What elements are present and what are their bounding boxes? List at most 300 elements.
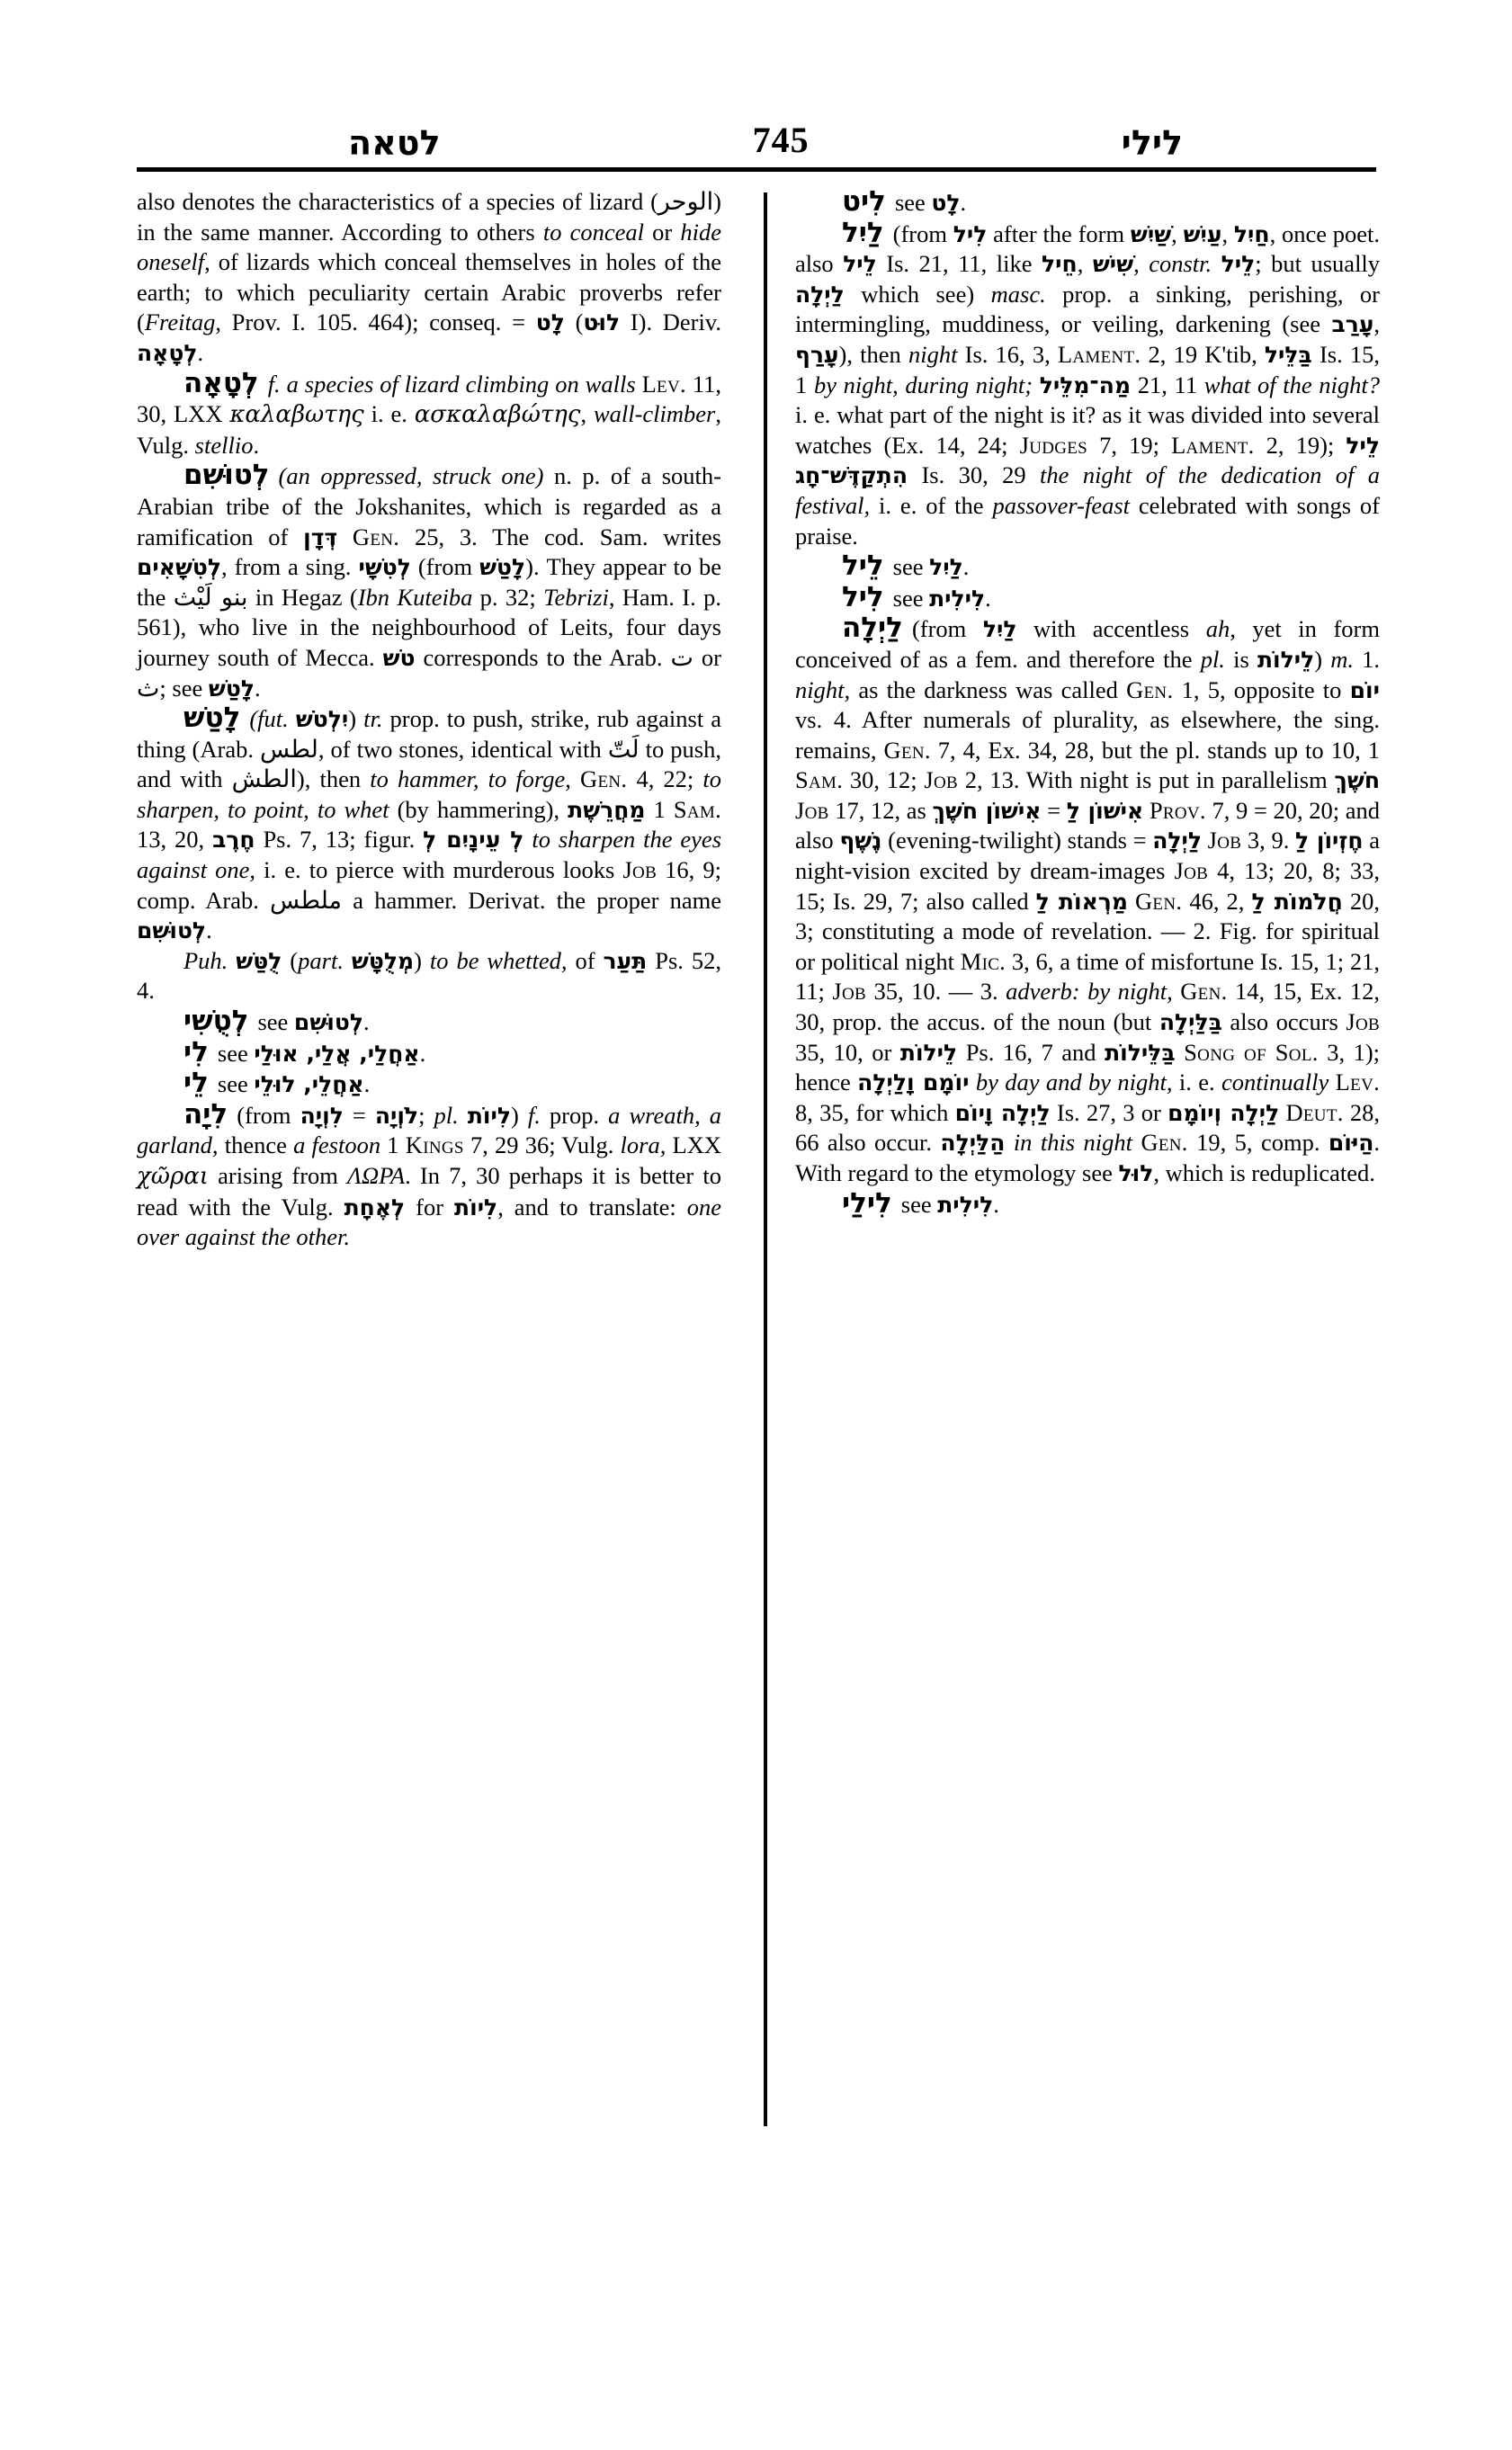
text-run-roman: Is. 16, 3, — [957, 340, 1058, 368]
text-run-hebrew: לַיְלָה וְיוֹמָם — [1168, 1099, 1280, 1126]
text-run-arabic: لطس — [260, 735, 318, 764]
text-run-roman: i. e. of the — [870, 491, 993, 519]
entry-lemma: לְטָאָה — [183, 366, 259, 399]
text-run-smallcaps: Gen. — [1135, 887, 1183, 915]
text-run-roman: 8, 35, for which — [795, 1098, 955, 1126]
text-run-hebrew: הַלַּיְלָה — [940, 1130, 1006, 1157]
text-run-roman: i. e. — [363, 400, 415, 428]
text-run-smallcaps: Lament. — [1057, 340, 1141, 368]
entry-leyl — [795, 551, 1380, 583]
text-run-roman: also denotes the characteristics of a species of lizard ( — [137, 188, 658, 215]
text-run-italic: one over against the other. — [137, 1193, 722, 1251]
text-run-hebrew: לַיְלָה וָיוֹם — [954, 1099, 1051, 1126]
text-run-roman: (from — [237, 1101, 300, 1129]
text-run-hebrew: לִיל — [953, 220, 988, 247]
text-run-hebrew: אִישׁוֹן חֹשֶׁךְ — [932, 797, 1042, 824]
text-run-smallcaps: Gen. — [883, 736, 931, 764]
text-body — [137, 187, 1380, 2328]
text-run-roman: (evening-twilight) stands = — [881, 827, 1153, 854]
text-run-italic: by night, during night; — [813, 371, 1033, 398]
text-run-hebrew: לֵילוֹת — [1257, 646, 1315, 673]
text-run-roman: see — [892, 553, 930, 581]
text-run-roman: celebrated with songs of praise. — [795, 491, 1380, 550]
text-run-roman: , Vulg. — [137, 400, 721, 459]
text-run-roman — [1173, 978, 1181, 1005]
text-run-roman: , once poet. also — [795, 219, 1381, 278]
text-run-italic: constr. — [1149, 250, 1212, 278]
text-run-roman — [1005, 1129, 1013, 1156]
text-run-roman: or — [644, 218, 681, 246]
text-run-roman: = — [1041, 796, 1067, 824]
text-run-roman: ) — [511, 1101, 528, 1129]
text-run-hebrew: בַּלֵּילוֹת — [1105, 1039, 1176, 1066]
right-column — [795, 187, 1380, 1220]
text-run-hebrew: מַחֲרֵשֶׁת — [568, 796, 646, 823]
text-run-arabic: بنو لَيْث — [173, 583, 248, 612]
text-run-italic: the night of the dedication of a festival, — [795, 461, 1381, 519]
text-run-roman: or — [693, 643, 721, 671]
text-run-roman — [1202, 827, 1208, 854]
entry-layil — [795, 216, 1381, 552]
text-run-roman: ) — [348, 705, 364, 733]
entry-lil — [795, 580, 1380, 614]
text-run-roman: 14, 15, Ex. 12, 30, prop. the accus. of the noun (but — [795, 978, 1381, 1036]
text-run-roman: 35, 10. — 3. — [866, 978, 1007, 1006]
header-right-catchword: לילי — [1121, 123, 1183, 163]
text-run-smallcaps: Song of Sol. — [1184, 1038, 1319, 1066]
text-run-roman: 3, 9. — [1241, 827, 1296, 854]
text-run-roman: ; but usually — [1255, 250, 1381, 278]
text-run-smallcaps: Sam. — [795, 766, 844, 794]
text-run-hebrew: לֵיל הִתְקַדֶּשׁ־חָג — [795, 432, 1380, 489]
text-run-roman — [523, 826, 532, 853]
text-run-roman: 21, 11 — [1131, 371, 1204, 398]
text-run-hebrew: לְטָאָה — [137, 339, 198, 366]
text-run-italic: m. — [1330, 645, 1354, 673]
text-run-italic: in this night — [1013, 1129, 1133, 1157]
text-run-hebrew: לֵילוֹת — [899, 1039, 958, 1066]
text-run-roman: , — [1077, 250, 1093, 278]
text-run-roman: . — [363, 1070, 371, 1098]
text-run-hebrew: שַׁיִשׁ — [1130, 220, 1172, 247]
text-run-hebrew: לָט — [535, 309, 565, 336]
text-run-hebrew: נֶשֶׁף — [839, 827, 882, 854]
text-run-roman: p. 32; — [472, 583, 544, 611]
text-run-roman — [1212, 250, 1221, 277]
text-run-smallcaps: Sam. — [673, 795, 721, 823]
text-run-arabic: ت — [670, 643, 693, 672]
entry-latash — [137, 703, 721, 946]
text-run-roman: corresponds to the Arab. — [415, 643, 671, 671]
text-run-roman: 25, 3. The cod. Sam. writes — [399, 523, 721, 550]
text-run-roman: is — [1224, 645, 1257, 673]
text-run-italic: (fut. — [249, 705, 296, 733]
text-run-hebrew: לְ עֵינָיִם לְ — [423, 827, 524, 854]
text-run-smallcaps: Job — [832, 978, 866, 1006]
text-run-roman: ). They appear to be the — [137, 553, 722, 611]
text-run-roman: I). Deriv. — [620, 308, 722, 336]
text-run-roman: 1. — [1353, 645, 1381, 673]
text-run-italic: ΛΩΡΑ — [347, 1162, 406, 1189]
entry-lemma: לָטַשׁ — [183, 702, 241, 735]
text-run-roman: with accentless — [1016, 615, 1206, 643]
left-column — [137, 187, 721, 1253]
text-run-hebrew: לַיִל — [929, 554, 963, 581]
text-run-roman: ) in the same manner. According to others — [137, 188, 721, 246]
text-run-smallcaps: Lev. — [1335, 1069, 1381, 1096]
text-run-hebrew: לִוְיָה — [300, 1102, 344, 1129]
text-run-hebrew: יוֹמָם וָלַיְלָה — [857, 1069, 970, 1096]
text-run-italic: f. — [527, 1101, 541, 1129]
entry-lemma: לֵי — [183, 1067, 209, 1100]
text-run-hebrew: טשׁ — [382, 644, 416, 671]
text-run-roman: 4, 22; — [627, 765, 703, 793]
text-run-smallcaps: Lev. — [641, 370, 686, 398]
text-run-roman: prop. — [540, 1101, 609, 1129]
text-run-roman: of — [567, 946, 604, 974]
entry-lilai — [795, 1186, 1380, 1221]
text-run-roman: 28, 66 also occur. — [795, 1098, 1381, 1157]
text-run-roman: 1 — [380, 1131, 406, 1159]
text-run-roman: 7, 19; — [1087, 431, 1172, 459]
text-run-roman: to push, and with — [137, 735, 721, 793]
text-run-roman: 1 — [645, 795, 674, 823]
text-run-roman — [344, 947, 352, 974]
entry-laylah — [795, 613, 1380, 1188]
text-run-roman: ; see — [159, 674, 209, 702]
entry-letaah — [137, 366, 721, 461]
entry-letushim — [137, 460, 721, 703]
text-run-italic: tr. — [363, 705, 383, 733]
text-run-roman: ), then — [296, 765, 371, 793]
text-run-roman: 7, 4, Ex. 34, 28, but the pl. stands up to 10, 1 — [930, 736, 1380, 764]
text-run-roman: , of lizards which conceal themselves in holes of the earth; to which peculiarity certain Arabic proverbs refer ( — [137, 248, 721, 336]
text-run-roman: yet in form conceived of as a fem. and therefore the — [795, 615, 1380, 673]
entry-lemma: לֵיל — [842, 550, 884, 583]
text-run-hebrew: לֻטַּשׁ — [236, 947, 282, 974]
text-run-hebrew: אַחֲלֵי, לוּלֵי — [254, 1071, 364, 1098]
text-run-roman: 19, 5, comp. — [1187, 1129, 1329, 1157]
text-run-hebrew: יִלְטֹשׁ — [295, 706, 349, 733]
text-run-roman: 2, 19); — [1254, 431, 1346, 459]
text-run-roman: (by hammering), — [389, 795, 568, 823]
text-run-italic: Ibn Kuteiba — [357, 583, 473, 611]
text-run-roman: which see) — [844, 280, 991, 308]
text-run-italic: Freitag — [144, 308, 216, 336]
text-run-roman: Ps. 52, 4. — [137, 946, 721, 1005]
text-run-roman: 7, 9 = 20, 20; and also — [795, 796, 1381, 854]
text-run-smallcaps: Job — [1346, 1008, 1381, 1036]
text-run-hebrew: יוֹם — [1349, 676, 1380, 703]
text-run-roman: LXX — [666, 1131, 722, 1159]
text-run-hebrew: לַיִל — [982, 616, 1017, 643]
text-run-roman: . — [253, 431, 260, 459]
text-run-roman — [1176, 1039, 1185, 1066]
text-run-italic: ah, — [1205, 615, 1236, 643]
text-run-hebrew: בַּלֵּיל — [1264, 341, 1312, 368]
text-run-roman: 46, 2, — [1182, 887, 1252, 915]
text-run-italic: to sharpen the eyes against one, — [137, 826, 722, 884]
text-run-hebrew: לִילִית — [937, 1191, 994, 1218]
header-rule — [137, 167, 1376, 172]
header-left-catchword: לטאה — [348, 123, 441, 163]
text-run-roman: . — [962, 553, 970, 581]
text-run-roman — [1329, 1069, 1335, 1095]
text-run-italic: adverb: by night, — [1006, 978, 1173, 1006]
text-run-arabic: ملطس — [270, 886, 343, 915]
text-run-hebrew: לְאֶחָת — [344, 1194, 406, 1221]
text-run-roman: prop. to push, strike, rub against a thing (Arab. — [137, 705, 721, 763]
text-run-roman: a hammer. Derivat. the proper name — [342, 886, 721, 914]
entry-liyah — [137, 1097, 722, 1253]
text-run-hebrew: אַחֲלַי, אֲלַי, אוּלַי — [254, 1040, 420, 1067]
text-run-roman: 3, 6, a time of misfortune Is. 15, 1; 21, 11; — [795, 947, 1380, 1006]
entry-letushi — [137, 1006, 721, 1038]
text-run-roman: 2, 13. With night is put in parallelism — [958, 766, 1335, 794]
text-run-roman: (from — [911, 615, 983, 643]
text-run-italic: wall-climber — [593, 400, 716, 428]
text-run-smallcaps: Gen. — [1141, 1129, 1188, 1157]
text-run-roman: 4, 13; 20, 8; 33, 15; Is. 29, 7; also called — [795, 857, 1380, 915]
text-run-hebrew: חַיִל — [1233, 220, 1270, 247]
entry-lemma: לְטֻשִׁי — [183, 1005, 249, 1038]
entry-lit — [795, 187, 1380, 219]
text-run-italic: a festoon — [293, 1131, 381, 1159]
text-run-roman: , — [565, 765, 581, 793]
text-run-roman: see — [257, 1008, 294, 1036]
text-run-roman — [1033, 371, 1040, 398]
text-run-hebrew: לִילִית — [929, 585, 986, 612]
text-run-roman: 7, 29 36; Vulg. — [463, 1131, 621, 1159]
text-run-italic: part. — [298, 946, 344, 974]
text-run-roman: 30, 12; — [843, 766, 925, 794]
entry-lemma: לִיָה — [183, 1097, 228, 1131]
text-run-hebrew: לֵיל — [843, 251, 877, 278]
text-run-roman: , — [1133, 250, 1150, 278]
text-run-roman — [337, 523, 353, 550]
text-run-roman: . — [960, 189, 967, 216]
entry-lemma: לְטוּשִׁם — [183, 459, 270, 492]
text-run-italic: to conceal — [542, 218, 645, 246]
text-run-hebrew: לִיוֹת — [467, 1102, 511, 1129]
text-run-italic: to sharpen, to point, to whet — [137, 765, 722, 823]
text-run-italic: (an oppressed, struck one) — [278, 462, 544, 490]
text-run-italic: Puh. — [183, 946, 228, 974]
text-run-roman: thence — [218, 1131, 294, 1159]
text-run-roman: see — [217, 1039, 255, 1067]
text-run-roman: i. e. to pierce with murderous looks — [255, 856, 623, 884]
text-run-roman: = — [343, 1101, 375, 1129]
text-run-roman: Is. 27, 3 or — [1050, 1098, 1168, 1126]
text-run-roman: ( — [282, 946, 299, 974]
text-run-roman: also occurs — [1221, 1008, 1346, 1036]
text-run-roman: , which is reduplicated. — [1153, 1159, 1375, 1186]
text-run-roman: vs. 4. After numerals of plurality, as elsewhere, the sing. remains, — [795, 706, 1380, 764]
text-run-roman: 11, 30, LXX — [137, 370, 721, 428]
text-run-roman: , from a sing. — [221, 553, 359, 581]
text-run-hebrew: לְטוּשִׁם — [137, 917, 207, 944]
text-run-hebrew: הַיּוֹם — [1328, 1130, 1374, 1157]
text-run-hebrew: לִיוֹת — [454, 1194, 498, 1221]
entry-lemma: לִי — [183, 1035, 209, 1069]
text-run-roman: . — [993, 1190, 999, 1218]
text-run-roman: . With regard to the etymology see — [795, 1129, 1381, 1186]
text-run-hebrew: לְטוּשִׁם — [293, 1009, 363, 1036]
text-run-roman: . — [362, 1008, 370, 1036]
entry-li-2 — [137, 1069, 721, 1100]
text-run-roman — [1128, 888, 1135, 915]
running-header — [137, 97, 1376, 163]
entry-puh — [137, 946, 721, 1006]
text-run-greek: καλαβωτης — [229, 401, 364, 429]
text-run-roman: ), then — [838, 340, 908, 368]
text-run-hebrew: מַה־מִלֵּיל — [1039, 371, 1132, 398]
text-run-roman: , of two stones, identical with — [318, 735, 608, 763]
entry-lemma: לִילַי — [842, 1186, 892, 1220]
text-run-roman: i. e. — [1172, 1069, 1222, 1096]
text-run-smallcaps: Gen. — [580, 765, 628, 793]
text-run-arabic: الطش — [231, 765, 297, 794]
text-run-hebrew: בַּלַּיְלָה — [1159, 1009, 1222, 1036]
text-run-roman: a night-vision excited by dream-images — [795, 827, 1381, 885]
text-run-roman: Is. 30, 29 — [908, 461, 1041, 489]
entry-lemma: לִיט — [842, 185, 886, 218]
text-run-arabic: ث — [137, 674, 160, 702]
text-run-hebrew: עָרַף — [795, 341, 839, 368]
text-run-italic: pl. — [1200, 645, 1225, 673]
text-run-roman: 3, 1); hence — [795, 1038, 1381, 1096]
text-run-roman: prop. a sinking, perishing, or intermingling, muddiness, or veiling, darkening (see — [795, 280, 1380, 338]
text-run-roman: n. p. of a south-Arabian tribe of the Jokshanites, which is regarded as a ramification of — [137, 462, 721, 550]
text-run-roman: see — [892, 584, 930, 612]
text-run-smallcaps: Job — [622, 856, 658, 884]
text-run-italic: night — [908, 340, 958, 368]
text-run-smallcaps: Job — [1174, 857, 1209, 885]
text-run-hebrew: חֲלֹמוֹת לַ — [1251, 888, 1343, 915]
text-run-roman: for — [405, 1193, 455, 1221]
text-run-hebrew: אִישׁוֹן לַ — [1066, 797, 1144, 824]
text-run-roman — [1143, 797, 1150, 824]
text-run-hebrew: חֶזְיוֹן לַ — [1295, 827, 1364, 854]
text-run-roman: Ps. 7, 13; figur. — [255, 826, 424, 854]
text-run-roman — [228, 947, 236, 974]
text-run-greek: χῶραι — [137, 1163, 209, 1190]
text-run-roman: . — [419, 1039, 426, 1067]
text-run-smallcaps: Lament. — [1171, 431, 1255, 459]
text-run-roman: . — [197, 338, 204, 366]
text-run-italic: continually — [1221, 1069, 1329, 1096]
text-run-hebrew: תַּעַר — [603, 947, 648, 974]
text-run-roman: ; — [418, 1101, 434, 1129]
page-number: 745 — [752, 120, 810, 160]
text-run-smallcaps: Gen. — [1126, 675, 1174, 703]
text-run-roman: , and to translate: — [497, 1193, 687, 1221]
text-run-roman: Is. 21, 11, like — [876, 250, 1042, 278]
text-run-hebrew: לֵיל — [1221, 251, 1256, 278]
text-run-roman: see — [900, 1190, 938, 1218]
text-run-hebrew: לָטַשׁ — [208, 675, 255, 702]
text-run-hebrew: לַיְלָה — [1152, 827, 1202, 854]
entry-lemma: לַיְלָה — [842, 612, 903, 645]
text-run-roman — [969, 1069, 975, 1095]
text-run-roman: 17, 12, as — [828, 796, 933, 824]
text-run-smallcaps: Judges — [1019, 431, 1088, 459]
text-run-hebrew: שִׁישׁ — [1092, 251, 1134, 278]
text-run-roman: see — [894, 189, 932, 216]
text-run-roman: , — [580, 400, 594, 428]
text-run-roman: 1, 5, opposite to — [1173, 675, 1350, 703]
text-run-roman: ( — [564, 308, 584, 336]
text-run-roman: . In 7, 30 perhaps it is better to read with the Vulg. — [137, 1162, 721, 1221]
text-run-hebrew: לוּל — [1118, 1160, 1154, 1186]
text-run-roman: , — [1171, 219, 1184, 247]
text-run-hebrew: דְּדָן — [303, 523, 338, 550]
text-run-roman: . — [985, 584, 991, 612]
text-run-roman: arising from — [209, 1162, 348, 1189]
text-run-roman — [459, 1102, 468, 1129]
text-run-italic: f. a species of lizard climbing on walls — [267, 370, 642, 398]
text-run-hebrew: לְטִשָׁאִים — [137, 554, 222, 581]
entry-lemma: לִיל — [842, 580, 884, 613]
column-divider — [764, 192, 767, 2126]
text-run-hebrew: לָט — [931, 190, 961, 216]
text-run-hebrew: חֹשֶׁךְ — [1334, 767, 1380, 794]
text-run-hebrew: עַיִשׁ — [1183, 220, 1222, 247]
text-run-italic: a wreath, a garland, — [137, 1101, 722, 1159]
text-run-roman: 2, 19 K'tib, — [1141, 340, 1265, 368]
text-run-smallcaps: Kings — [405, 1131, 464, 1159]
text-run-smallcaps: Gen. — [352, 523, 400, 550]
text-run-italic: what of the night? — [1203, 371, 1381, 398]
text-run-hebrew: מְלֻטָּשׁ — [351, 947, 415, 974]
text-run-hebrew: חֶרֶב — [212, 827, 255, 854]
text-run-smallcaps: Job — [1207, 827, 1242, 854]
text-run-roman: 13, 20, — [137, 826, 213, 854]
text-run-roman: (from — [892, 219, 953, 247]
text-run-roman: 20, 3; constituting a mode of revelation. — 2. Fig. for spiritual or political night — [795, 887, 1380, 975]
text-run-roman: after the form — [987, 219, 1131, 247]
entry-lemma: לַיִל — [842, 216, 884, 249]
text-run-arabic: الوحر — [658, 188, 714, 216]
text-run-smallcaps: Deut. — [1285, 1098, 1344, 1126]
text-run-roman: 35, 10, or — [795, 1038, 900, 1066]
text-run-hebrew: לוּט — [583, 309, 621, 336]
text-run-roman: 16, 9; comp. Arab. — [137, 856, 721, 914]
text-run-roman: , — [1221, 219, 1234, 247]
text-run-smallcaps: Job — [795, 796, 829, 824]
text-run-italic: by day and by night, — [975, 1069, 1173, 1096]
text-run-roman: (from — [410, 553, 480, 581]
text-run-smallcaps: Prov. — [1149, 796, 1206, 824]
text-run-italic: night, — [795, 675, 851, 703]
text-run-roman: . — [206, 917, 212, 944]
text-run-hebrew: לַיְלָה — [795, 281, 845, 308]
text-run-roman: , — [1373, 310, 1380, 338]
text-run-smallcaps: Mic. — [960, 947, 1007, 975]
text-run-italic: to be whetted, — [429, 946, 568, 974]
text-run-hebrew: לָטַשׁ — [479, 554, 526, 581]
text-run-italic: Tebrizi — [543, 583, 609, 611]
text-run-roman: , Prov. I. 105. 464); conseq. = — [215, 308, 536, 336]
text-run-roman: in Hegaz ( — [247, 583, 358, 611]
text-run-arabic: لَتّ — [607, 735, 640, 764]
text-run-roman: see — [217, 1070, 255, 1098]
text-run-italic: hide oneself — [137, 218, 722, 276]
text-run-roman: Is. 15, 1 — [795, 340, 1381, 398]
text-run-hebrew: עָרַב — [1331, 311, 1374, 338]
text-run-roman: , Ham. I. p. 561), who live in the neighbourhood of Leits, four days journey south of Mecca. — [137, 583, 721, 671]
text-run-hebrew: מַרְאוֹת לַ — [1035, 888, 1128, 915]
